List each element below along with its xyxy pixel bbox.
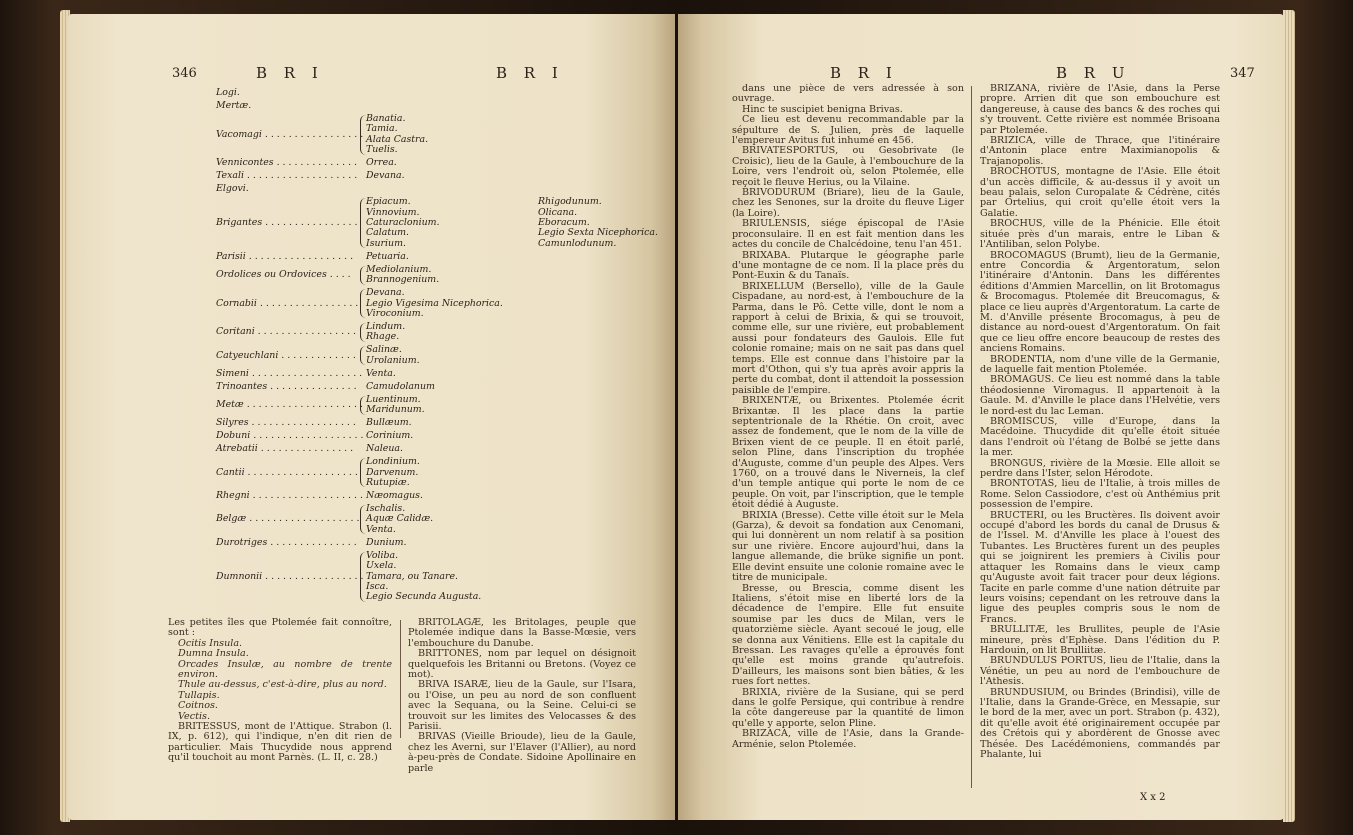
entry-body: Bresse, ou Brescia, comme disent les Italiens, s'étoit mise en liberté lors de la décadence de l'empire. Elle fut ensuite soumise par les ducs de Milan, vers le quatorzième siècle. Ayant secoué le joug, elle se donna aux Vénitiens. Elle est la capitale du Bressan. Les ravages qu'elle a éprouvés font qu'elle est moins grande qu'autrefois. D'ailleurs, les maisons sont bien bâties, & les rues fort nettes. [732, 582, 964, 688]
people-label: Vacomagi [216, 128, 262, 140]
people-name [216, 218, 358, 228]
entry-body: , nom par lequel on désignoit quelquefois les Britanni ou Bretons. (Voyez ce mot). [408, 648, 636, 681]
place-name: Tamia. [366, 123, 398, 135]
dictionary-entry [732, 146, 964, 188]
entry-body: Ce lieu est devenu recommandable par la sépulture de S. Julien, près de laquelle l'empereur Avitus fut inhumé en 456. [732, 114, 964, 147]
people-label: Cornabii [216, 297, 257, 309]
place-name: Banatia. [366, 113, 406, 124]
place-name: Legio Sexta Nicephorica. [538, 227, 658, 239]
leader-dots: . . . . . . . . . . . . . . . . . . . [250, 430, 364, 442]
dictionary-entry [980, 459, 1220, 480]
leader-dots: . . . . . . . . . . . . . . . . . . . [246, 513, 360, 525]
entry-body: (Briare), lieu de la Gaule, chez les Senones, sur la droite du fleuve Liger (la Loire). [732, 187, 964, 219]
people-label: Cantii [216, 466, 245, 478]
people-label: Atrebatii [216, 443, 258, 455]
entry-text: , mont de l'Attique. Strabon (l. IX, p. 612), qui l'indique, n'en dit rien de particulier. Mais Thucydide nous apprend qu'il touchoit au mont Parnès. (L. II, c. 28.) [168, 721, 392, 764]
place-name: Legio Secunda Augusta. [366, 591, 482, 603]
people-name [216, 444, 353, 454]
dictionary-entry [980, 417, 1220, 459]
entry-body: , nom d'une ville de la Germanie, de laquelle fait mention Ptolemée. [980, 353, 1220, 375]
place-name: Eboracum. [538, 217, 590, 228]
entry-head: BRITESSUS [178, 721, 238, 733]
entry-headword: BRIVAS [418, 731, 456, 743]
place-name: Vinnovium. [366, 206, 420, 218]
entry-headword: BRIXIA [742, 509, 778, 521]
entry-headword: BROCOMAGUS [990, 249, 1067, 261]
leader-dots: . . . . . . . . . . . . . [278, 349, 356, 361]
people-name [216, 572, 364, 582]
people-name [216, 514, 360, 524]
place-name: Camunlodunum. [538, 237, 617, 249]
people-name [216, 101, 251, 111]
leader-dots: . . . . . . . . . . . . . . . . . . . . [243, 399, 363, 410]
place-name: Devana. [366, 287, 405, 299]
entry-body: , les Britolages, peuple que Ptolemée indique dans la Basse-Mœsie, vers l'embouchure du Danube. [408, 617, 636, 649]
entry-headword: BRIXIA [742, 686, 778, 698]
dictionary-entry [732, 584, 964, 688]
dictionary-entry [980, 479, 1220, 510]
dictionary-entry [732, 251, 964, 282]
leader-dots: . . . . . . . . . . . . . . [273, 157, 358, 169]
entry-headword: BRIVA ISARÆ [418, 679, 488, 691]
entry-headword: BRIXABA [742, 249, 788, 261]
column-rule [400, 620, 401, 738]
dictionary-entry [732, 188, 964, 219]
left-bottom-right-column [408, 618, 636, 774]
entry-headword: BROMISCUS [990, 416, 1055, 427]
people-name [216, 538, 357, 548]
right-page-number: 347 [1230, 66, 1255, 81]
place-name: Tamara, ou Tanare. [366, 570, 459, 582]
people-name [216, 299, 358, 309]
entry-body: , lieu de l'Italie, dans la Vénétie, un peu au nord de l'embouchure de l'Athesis. [980, 655, 1221, 688]
left-page [68, 14, 675, 820]
place-name: Alata Castra. [366, 133, 429, 145]
entry-body: , les Brullites, peuple de l'Asie mineure, près d'Ephèse. Dans l'édition du P. Hardouin, on lit Brulliitæ. [980, 624, 1220, 656]
people-label: Elgovi. [216, 183, 249, 195]
entry-headword: BRUCTERI [990, 509, 1045, 521]
right-page [678, 14, 1284, 820]
island-item: Tullapis. [178, 689, 220, 701]
people-label: Ordolices ou Ordovices [216, 269, 327, 280]
entry-body: , rivière de la Mœsie. Elle alloit se perdre dans l'Ister, selon Hérodote. [980, 457, 1220, 480]
people-label: Dobuni [216, 430, 251, 442]
dictionary-entry [980, 511, 1220, 625]
leader-dots: . . . . . . . . . . . . . . . . [257, 443, 354, 455]
dictionary-entry [732, 396, 964, 510]
people-label: Logi. [216, 87, 240, 98]
place-name: Naleua. [366, 443, 403, 455]
people-label: Simeni [216, 367, 249, 379]
people-name [216, 252, 353, 262]
page-edges-right [1283, 10, 1295, 822]
place-name: Salinæ. [366, 344, 402, 356]
dictionary-entry [408, 649, 636, 680]
entry-body: , siége épiscopal de l'Asie proconsulaire. Il en est fait mention dans les actes du concile de Chalcédoine, tenu l'an 451. [732, 218, 964, 251]
island-item: Vectis. [178, 710, 210, 722]
entry-body: , ville de Thrace, que l'itinéraire d'Antonin place entre Maximianopolis & Trajanopolis. [980, 135, 1220, 167]
people-name [216, 327, 356, 337]
entry-headword: BRITOLAGÆ [418, 617, 481, 628]
right-column-2 [980, 84, 1220, 760]
dictionary-entry [408, 680, 636, 732]
place-name: Calatum. [366, 227, 410, 239]
place-name: Isurium. [366, 237, 406, 249]
dictionary-entry [732, 282, 964, 396]
people-name [216, 351, 356, 361]
people-name [216, 184, 249, 194]
leader-dots: . . . . . . . . . . . . . . . . . [256, 297, 359, 309]
people-label: Mertæ. [216, 100, 252, 111]
dictionary-entry [732, 511, 964, 584]
place-name: Voliba. [366, 549, 399, 561]
islands-list [168, 639, 392, 722]
entry-body: , ou Gesobrivate (le Croisic), lieu de la Gaule, à l'embouchure de la Loire, vers l'endroit où, selon Ptolemée, elle reçoit le fleuve Herius, ou la Vilaine. [732, 145, 964, 188]
dictionary-entry [980, 625, 1220, 656]
place-name: Londinium. [366, 456, 420, 468]
place-name: Venta. [366, 523, 396, 535]
entry-body: (Vieille Brioude), lieu de la Gaule, chez les Averni, sur l'Elaver (l'Allier), au nord à-peu-près de Condate. Sidoine Apollinaire en parle [408, 731, 636, 774]
place-name: Lindum. [366, 321, 406, 332]
people-name [216, 369, 362, 379]
people-name [216, 158, 357, 168]
entry-headword: BRUNDUSIUM [990, 686, 1065, 698]
place-name: Næomagus. [366, 490, 423, 501]
place-name: Epiacum. [366, 196, 411, 208]
people-name [216, 171, 357, 181]
place-name: Rhigodunum. [538, 196, 602, 208]
entry-britessus [168, 722, 392, 764]
dictionary-entry [980, 219, 1220, 250]
right-running-head-b: B R U [1056, 64, 1131, 82]
entry-headword: BRONGUS [990, 457, 1043, 469]
entry-body: dans une pièce de vers adressée à son ouvrage. [732, 83, 964, 105]
entry-body: Hinc te suscipiet benigna Brivas. [742, 103, 903, 115]
place-name: Aquæ Calidæ. [366, 513, 434, 525]
entry-body: . Plutarque le géographe parle d'une montagne de ce nom. Il la place près du Pont-Euxin & du Tanaïs. [732, 249, 964, 282]
entry-body: . Ce lieu est nommé dans la table théodosienne Viromagus. Il appartenoit à la Gaule. M. d'Anville le place dans l'Helvétie, vers le nord-est du lac Leman. [980, 374, 1220, 417]
dictionary-entry [980, 167, 1220, 219]
entry-body: , rivière de la Susiane, qui se perd dans le golfe Persique, qui contribue à rendre la côte dangereuse par la quantité de limon qu'elle y apporte, selon Pline. [732, 686, 964, 729]
leader-dots: . . . . . . . . . . . . . . . [267, 536, 357, 548]
entry-headword: BRONTOTAS [990, 478, 1055, 490]
entry-body: , ville d'Europe, dans la Macédoine. Thucydide dit qu'elle étoit située dans l'endroit où l'étang de Bolbé se jette dans la mer. [980, 416, 1220, 459]
place-name: Maridunum. [366, 404, 425, 416]
entry-body: , ou les Bructères. Ils doivent avoir occupé d'abord les bords du canal de Drusus & de l'Issel. M. d'Anville les place à l'ouest des Tubantes. Les Bructères furent un des peuples qui se joignirent les premiers à Civilis pour attaquer les Romains dans le vieux camp qu'Auguste avoit fait tracer pour deux légions. Tacite en parle comme d'une nation détruite par leurs voisins; cependant on les retrouve dans la ligue des peuples compris sous le nom de Francs. [980, 509, 1220, 625]
entry-body: , ou Brixentes. Ptolemée écrit Brixantæ. Il les place dans la partie septentrionale de la Rhétie. On croit, avec assez de fondement, que le nom de la ville de Brixen vient de ce peuple. Il en étoit parlé, selon Pline, dans l'inscription du trophée d'Auguste, comme d'un peuple des Alpes. Vers 1760, on a trouvé dans le Niverneis, la clef d'un temple antique qui porte le nom de ce peuple. On voit, par l'inscription, que le temple étoit dédié à Auguste. [732, 395, 964, 511]
people-label: Rhegni [216, 490, 250, 501]
entry-headword: BRIXENTÆ [742, 395, 799, 407]
place-name: Tuelis. [366, 144, 398, 156]
place-name: Orrea. [366, 157, 397, 169]
place-name: Brannogenium. [366, 274, 440, 286]
dictionary-entry [980, 355, 1220, 376]
entry-headword: BRULLITÆ [990, 624, 1045, 636]
dictionary-entry [980, 84, 1220, 136]
leader-dots: . . . . . . . . . . . . . . . [267, 380, 357, 392]
dictionary-entry [732, 688, 964, 730]
left-running-head-a: B R I [256, 64, 324, 82]
place-name: Mediolanium. [366, 263, 432, 275]
place-name: Venta. [366, 367, 396, 379]
entry-headword: BRITTONES [418, 648, 479, 660]
place-name: Olicana. [538, 206, 578, 218]
place-name: Uxela. [366, 560, 397, 572]
entry-body: , rivière de l'Asie, dans la Perse propre. Arrien dit que son embouchure est dangereuse, à cause des bancs & des roches qui s'y trouvent. Cette rivière est nommée Brisoana par Ptolemée. [980, 83, 1220, 136]
dictionary-entry [980, 375, 1220, 417]
leader-dots: . . . . . . . . . . . . . . . . . . . [249, 490, 363, 501]
signature-mark: X x 2 [1140, 792, 1166, 803]
place-name: Ischalis. [366, 503, 406, 514]
people-name [216, 468, 358, 478]
leader-dots: . . . . . . . . . . . . . . . . . [254, 326, 357, 338]
place-name: Camudolanum [366, 380, 435, 392]
place-name: Rutupiæ. [366, 477, 410, 488]
entry-headword: BRIZACA [742, 728, 788, 740]
leader-dots: . . . . . . . . . . . . . . . . . [262, 570, 364, 582]
entry-headword: BRUNDULUS PORTUS [990, 655, 1104, 667]
place-name: Darvenum. [366, 466, 419, 478]
people-name [216, 431, 364, 441]
entry-body: , lieu de l'Italie, à trois milles de Rome. Selon Cassiodore, c'est où Anthémius prit possession de l'empire. [980, 478, 1220, 511]
place-name: Rhage. [366, 331, 400, 343]
entry-headword: BRIVATESPORTUS [742, 145, 836, 157]
people-label: Durotriges [216, 536, 268, 548]
entry-body: , ville de la Phénicie. Elle étoit située près d'un marais, entre le Liban & l'Antiliban, selon Polybe. [980, 218, 1220, 251]
place-name: Bullæum. [366, 417, 412, 429]
entry-body: , ou Brindes (Brindisi), ville de l'Italie, dans la Grande-Grèce, en Messapie, sur le bord de la mer, avec un port. Strabon (p. 432), dit qu'elle avoit été originairement occupée par des Crétois qui y abordèrent de Gnosse avec Thésée. Des Lacédémoniens, commandés par Phalante, lui [980, 686, 1220, 760]
dictionary-entry [408, 732, 636, 774]
people-label: Catyeuchlani [216, 349, 279, 361]
dictionary-entry [732, 219, 964, 250]
dictionary-entry [408, 618, 636, 649]
people-name [216, 88, 240, 98]
people-label: Texali [216, 170, 244, 182]
island-item: Orcades Insulæ, au nombre de trente environ. [178, 658, 392, 681]
island-item: Thule au-dessus, c'est-à-dire, plus au nord. [178, 679, 387, 691]
island-item: Coitnos. [178, 700, 218, 712]
people-name [216, 418, 356, 428]
dictionary-entry [732, 84, 964, 105]
dictionary-entry [980, 656, 1220, 687]
entry-body: , lieu de la Gaule, sur l'Isara, ou l'Oise, un peu au nord de son confluent avec la Sequana, ou la Seine. Celui-ci se trouvoit sur les limites des Velocasses & des Parisii. [408, 679, 636, 733]
place-name: Petuaria. [366, 250, 409, 262]
dictionary-entry [732, 115, 964, 146]
leader-dots: . . . . . . . . . . . . . . . . . . [248, 417, 356, 429]
place-name: Dunium. [366, 536, 407, 548]
dictionary-entry [732, 729, 964, 750]
people-name [216, 400, 363, 410]
people-label: Dumnonii [216, 570, 263, 582]
dictionary-entry [980, 136, 1220, 167]
leader-dots: . . . . [326, 269, 351, 280]
entry-body: , ville de l'Asie, dans la Grande-Arménie, selon Ptolemée. [732, 728, 964, 750]
entry-body: (Bersello), ville de la Gaule Cispadane, au nord-est, à l'embouchure de la Parma, dans le Pô. Cette ville, dont le nom a rapport à celui de Brixia, & qui se trouvoit, comme elle, sur une rivière, eut probablement aussi pour fondateurs des Gaulois. Elle fut colonie romaine; mais on ne sait pas dans quel temps. Elle est connue dans l'histoire par la mort d'Othon, qui s'y tua après avoir appris la perte du combat, dont il attendoit la possession paisible de l'empire. [732, 280, 964, 396]
people-label: Trinoantes [216, 380, 268, 392]
place-name: Luentinum. [366, 393, 421, 405]
island-item: Dumna Insula. [178, 648, 249, 660]
entry-headword: BRIZICA [990, 135, 1033, 147]
entry-headword: BRIULENSIS [742, 218, 807, 230]
people-label: Metæ [216, 399, 244, 410]
people-label: Coritani [216, 326, 255, 338]
entry-body: , montagne de l'Asie. Elle étoit d'un accès difficile, & au-dessus il y avoit un beau palais, selon Curopalate & Cédrène, cités par Ortelius, qui croit qu'elle étoit vers la Galatie. [980, 166, 1220, 219]
leader-dots: . . . . . . . . . . . . . . . . . . . [248, 367, 363, 379]
people-name [216, 270, 351, 280]
left-running-head-b: B R I [496, 64, 564, 82]
entry-headword: BROCHUS [990, 218, 1043, 230]
place-name: Viroconium. [366, 308, 424, 319]
right-running-head-a: B R I [830, 64, 898, 82]
people-label: Belgæ [216, 513, 247, 525]
islands-intro: Les petites îles que Ptolemée fait connoître, sont : [168, 617, 392, 639]
entry-body: (Brumt), lieu de la Germanie, entre Concordia & Argentoratum, selon l'itinéraire d'Antonin. Dans les différentes éditions d'Ammien Marcellin, on lit Brotomagus & Brocomagus. Ptolemée dit Breucomagus, & place ce lieu auprès d'Argentoratum. La carte de M. d'Anville présente Brocomagus, à peu de distance au nord-ouest d'Argentoratum. On fait que ce lieu offre encore beaucoup de restes des anciens Romains. [980, 249, 1220, 355]
place-name: Urolanium. [366, 354, 420, 366]
people-label: Brigantes [216, 217, 263, 228]
people-label: Silyres [216, 417, 249, 429]
place-name: Devana. [366, 170, 405, 182]
place-name: Isca. [366, 581, 389, 592]
people-name [216, 382, 357, 392]
entry-headword: BRODENTIA [990, 353, 1053, 365]
place-name: Caturaclonium. [366, 217, 440, 228]
dictionary-entry [980, 251, 1220, 355]
people-name [216, 491, 363, 501]
entry-headword: BRIXELLUM [742, 280, 805, 292]
people-name [216, 130, 363, 140]
leader-dots: . . . . . . . . . . . . . . . . . . . [244, 466, 358, 478]
place-name: Legio Vigesima Nicephorica. [366, 297, 503, 309]
dictionary-entry [980, 688, 1220, 761]
entry-headword: BROCHOTUS [990, 166, 1057, 178]
entry-headword: BRIVODURUM [742, 187, 816, 199]
leader-dots: . . . . . . . . . . . . . . . . . [261, 128, 364, 140]
islands-column [168, 618, 392, 764]
column-rule-right [971, 86, 972, 788]
people-label: Vennicontes [216, 157, 274, 169]
entry-headword: BRIZANA [990, 83, 1037, 94]
left-page-number: 346 [172, 66, 197, 81]
entry-body: (Bresse). Cette ville étoit sur le Mela (Garza), & devoit sa fondation aux Cenomani, qui lui donnèrent un nom relatif à sa position sur une rivière. Encore aujourd'hui, dans la langue allemande, die brüke signifie un pont. Elle devint ensuite une colonie romaine avec le titre de municipale. [732, 509, 964, 584]
entry-headword: BROMAGUS [990, 374, 1052, 386]
leader-dots: . . . . . . . . . . . . . . . . . . [245, 250, 354, 262]
island-item: Ocitis Insula. [178, 637, 243, 649]
leader-dots: . . . . . . . . . . . . . . . . [262, 217, 358, 228]
leader-dots: . . . . . . . . . . . . . . . . . . . [243, 170, 358, 182]
right-column-1 [732, 84, 964, 750]
people-label: Parisii [216, 250, 246, 262]
place-name: Corinium. [366, 430, 414, 442]
